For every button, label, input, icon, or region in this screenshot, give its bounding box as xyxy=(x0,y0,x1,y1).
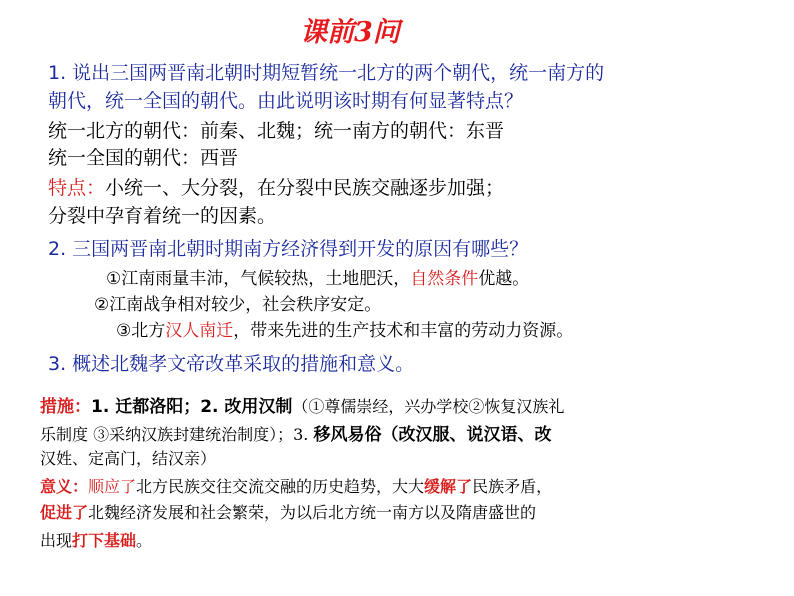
reason-2: ②江南战争相对较少，社会秩序安定。 xyxy=(94,295,382,315)
meaning-line-2 xyxy=(40,500,536,523)
reason-3-post: ，带来先进的生产技术和丰富的劳动力资源。 xyxy=(233,321,574,341)
meaning-highlight-1: 顺应了 xyxy=(88,477,137,496)
meaning-label: 意义： xyxy=(40,477,89,496)
page-title: 课前3问 xyxy=(300,17,400,48)
reason-1 xyxy=(106,264,529,289)
measures-label: 措施： xyxy=(40,397,91,417)
measures-detail-2: 乐制度 ③采纳汉族封建统治制度）；3. xyxy=(40,425,314,444)
meaning-line-1 xyxy=(40,474,552,497)
meaning-highlight-2: 缓解了 xyxy=(424,477,473,496)
meaning-text-3: 北魏经济发展和社会繁荣，为以后北方统一南方以及隋唐盛世的 xyxy=(88,503,537,522)
reason-1-highlight: 自然条件 xyxy=(410,269,479,289)
answer-1-line-1: 统一北方的朝代：前秦、北魏；统一南方的朝代：东晋 xyxy=(48,120,505,142)
meaning-highlight-4: 打下基础 xyxy=(72,531,137,550)
meaning-text-2: 民族矛盾， xyxy=(472,477,553,496)
question-3: 3. 概述北魏孝文帝改革采取的措施和意义。 xyxy=(48,353,415,375)
meaning-text-1: 北方民族交往交流交融的历史趋势，大大 xyxy=(136,477,425,496)
measures-line-2 xyxy=(40,420,551,445)
meaning-text-4: 出现 xyxy=(40,531,73,550)
reason-3-pre: ③北方 xyxy=(116,321,166,341)
measures-line-3: 汉姓、定高门，结汉亲） xyxy=(40,449,217,468)
measures-item-1-2: 1. 迁都洛阳；2. 改用汉制 xyxy=(91,397,293,417)
measures-line-1 xyxy=(40,392,564,417)
meaning-text-5: 。 xyxy=(136,531,153,550)
measures-item-3: 移风易俗 xyxy=(313,425,382,445)
question-1-line-1: 1. 说出三国两晋南北朝时期短暂统一北方的两个朝代，统一南方的 xyxy=(48,62,605,84)
question-1-line-2: 朝代，统一全国的朝代。由此说明该时期有何显著特点？ xyxy=(48,90,524,112)
measures-detail-1: （①尊儒崇经，兴办学校②恢复汉族礼 xyxy=(292,397,565,416)
reason-3-highlight: 汉人南迁 xyxy=(165,321,234,341)
meaning-line-3 xyxy=(40,528,152,551)
feature-text-1: 小统一、大分裂，在分裂中民族交融逐步加强； xyxy=(105,177,505,199)
feature-line-1 xyxy=(48,173,504,200)
question-2: 2. 三国两晋南北朝时期南方经济得到开发的原因有哪些？ xyxy=(48,238,529,260)
feature-line-2: 分裂中孕育着统一的因素。 xyxy=(48,205,277,227)
reason-3 xyxy=(116,316,573,341)
measures-detail-3: （改汉服、说汉语、改 xyxy=(381,425,552,445)
reason-1-pre: ①江南雨量丰沛，气候较热，土地肥沃， xyxy=(106,269,411,289)
reason-1-post: 优越。 xyxy=(478,269,530,289)
feature-label: 特点： xyxy=(48,177,106,199)
meaning-highlight-3: 促进了 xyxy=(40,503,89,522)
answer-1-line-2: 统一全国的朝代：西晋 xyxy=(48,147,239,169)
